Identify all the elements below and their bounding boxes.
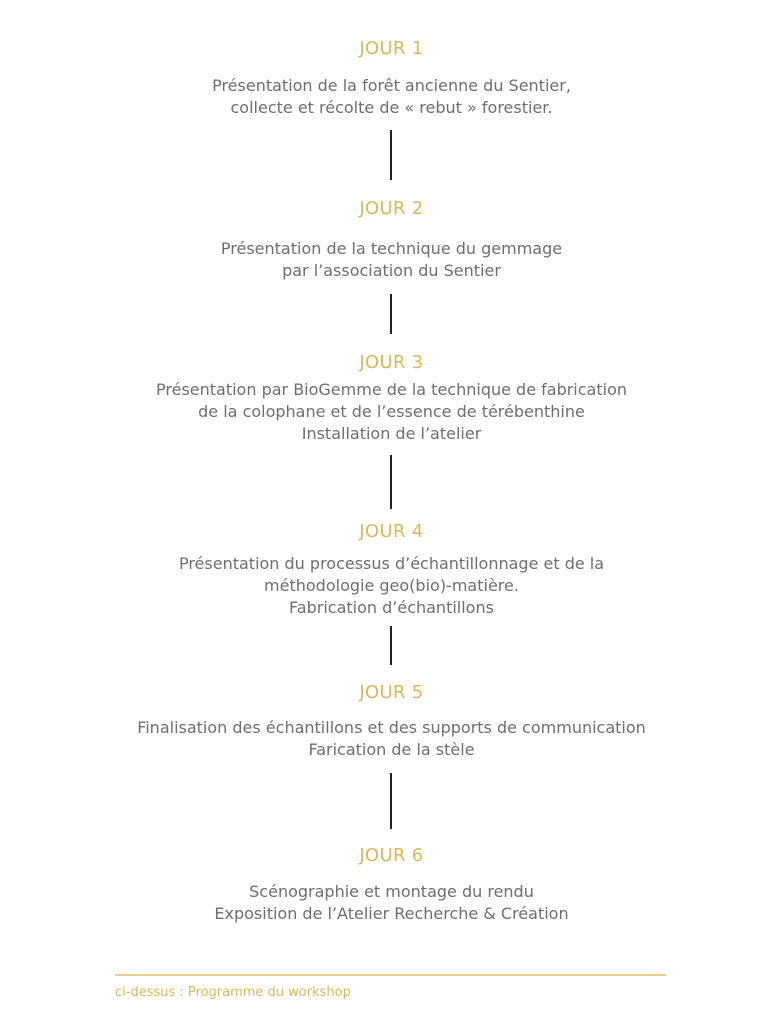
- timeline-connector-1: [390, 130, 392, 180]
- figure-caption: ci-dessus : Programme du workshop: [115, 985, 351, 1000]
- day-6-line-1: Scénographie et montage du rendu: [249, 882, 534, 901]
- day-6-line-2: Exposition de l’Atelier Recherche & Création: [214, 904, 569, 923]
- day-2-title: JOUR 2: [359, 198, 424, 219]
- timeline-connector-5: [390, 773, 392, 829]
- day-5-line-1: Finalisation des échantillons et des supports de communication: [137, 718, 646, 737]
- day-1-title: JOUR 1: [359, 38, 424, 59]
- day-2-line-2: par l’association du Sentier: [282, 261, 501, 280]
- caption-divider: [115, 974, 666, 976]
- day-3-description: [0, 379, 783, 445]
- day-3-title: JOUR 3: [359, 352, 424, 373]
- day-3-line-2: de la colophane et de l’essence de térébenthine: [198, 402, 585, 421]
- day-5-line-2: Farication de la stèle: [308, 740, 475, 759]
- day-4-line-3: Fabrication d’échantillons: [289, 598, 494, 617]
- day-1-description: [0, 75, 783, 119]
- timeline-connector-2: [390, 294, 392, 334]
- day-5-description: [0, 717, 783, 761]
- day-4-line-1: Présentation du processus d’échantillonnage et de la: [178, 554, 605, 573]
- day-4-line-2: méthodologie geo(bio)-matière.: [264, 576, 519, 595]
- day-2-description: [0, 238, 783, 282]
- day-3-line-3: Installation de l’atelier: [301, 424, 482, 443]
- day-6-description: [0, 881, 783, 925]
- day-6-title: JOUR 6: [359, 845, 424, 866]
- day-2-line-1: Présentation de la technique du gemmage: [220, 239, 563, 258]
- day-5-title: JOUR 5: [359, 682, 424, 703]
- timeline-connector-3: [390, 455, 392, 509]
- day-1-line-1: Présentation de la forêt ancienne du Sentier,: [212, 76, 571, 95]
- day-4-title: JOUR 4: [359, 521, 424, 542]
- day-1-line-2: collecte et récolte de « rebut » forestier.: [230, 98, 553, 117]
- timeline-connector-4: [390, 626, 392, 665]
- day-4-description: [0, 553, 783, 619]
- day-3-line-1: Présentation par BioGemme de la technique de fabrication: [156, 380, 627, 399]
